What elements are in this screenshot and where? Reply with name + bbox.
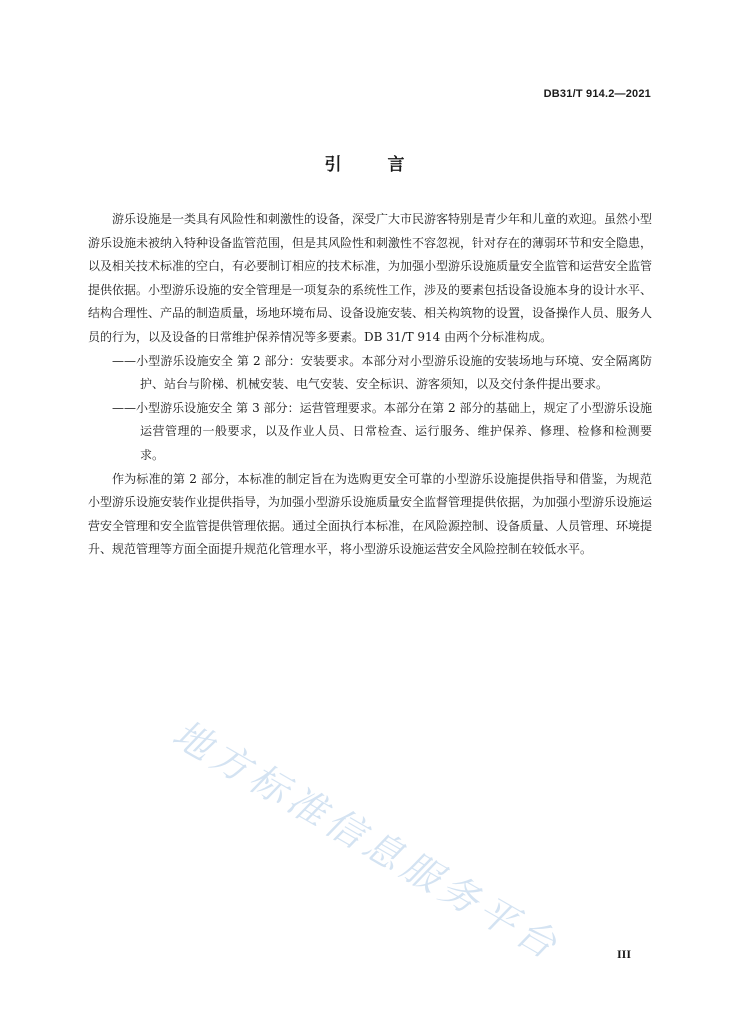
page-number: III <box>616 947 631 961</box>
document-code: DB31/T 914.2—2021 <box>543 88 651 100</box>
page-title: 引言 <box>324 155 451 175</box>
intro-paragraph: 游乐设施是一类具有风险性和刺激性的设备，深受广大市民游客特别是青少年和儿童的欢迎。虽然小型游乐设施未被纳入特种设备监管范围，但是其风险性和刺激性不容忽视，针对存在的薄弱环节和安全隐患，以及相关技术标准的空白，有必要制订相应的技术标准，为加强小型游乐设施质量安全监管和运营安全监管提供依据。小型游乐设施的安全管理是一项复杂的系统性工作，涉及的要素包括设备设施本身的设计水平、结构合理性、产品的制造质量，场地环境布局、设备设施安装、相关构筑物的设置，设备操作人员、服务人员的行为，以及设备的日常维护保养情况等多要素。DB 31/T 914 由两个分标准构成。 <box>88 212 653 344</box>
list-item-part-3: ——小型游乐设施安全 第 3 部分：运营管理要求。本部分在第 2 部分的基础上，规定了小型游乐设施运营管理的一般要求，以及作业人员、日常检查、运行服务、维护保养、修理、检修和检测要求。 <box>112 400 652 462</box>
watermark: 地方标准信息服务平台 <box>165 711 569 970</box>
body-text <box>88 208 652 562</box>
closing-paragraph: 作为标准的第 2 部分，本标准的制定旨在为选购更安全可靠的小型游乐设施提供指导和借鉴，为规范小型游乐设施安装作业提供指导，为加强小型游乐设施质量安全监督管理提供依据，为加强小型游乐设施运营安全管理和安全监管提供管理依据。通过全面执行本标准，在风险源控制、设备质量、人员管理、环境提升、规范管理等方面全面提升规范化管理水平，将小型游乐设施运营安全风险控制在较低水平。 <box>88 471 653 557</box>
list-item-part-2: ——小型游乐设施安全 第 2 部分：安装要求。本部分对小型游乐设施的安装场地与环境、安全隔离防护、站台与阶梯、机械安装、电气安装、安全标识、游客须知，以及交付条件提出要求。 <box>112 353 652 392</box>
part-list <box>88 350 652 468</box>
